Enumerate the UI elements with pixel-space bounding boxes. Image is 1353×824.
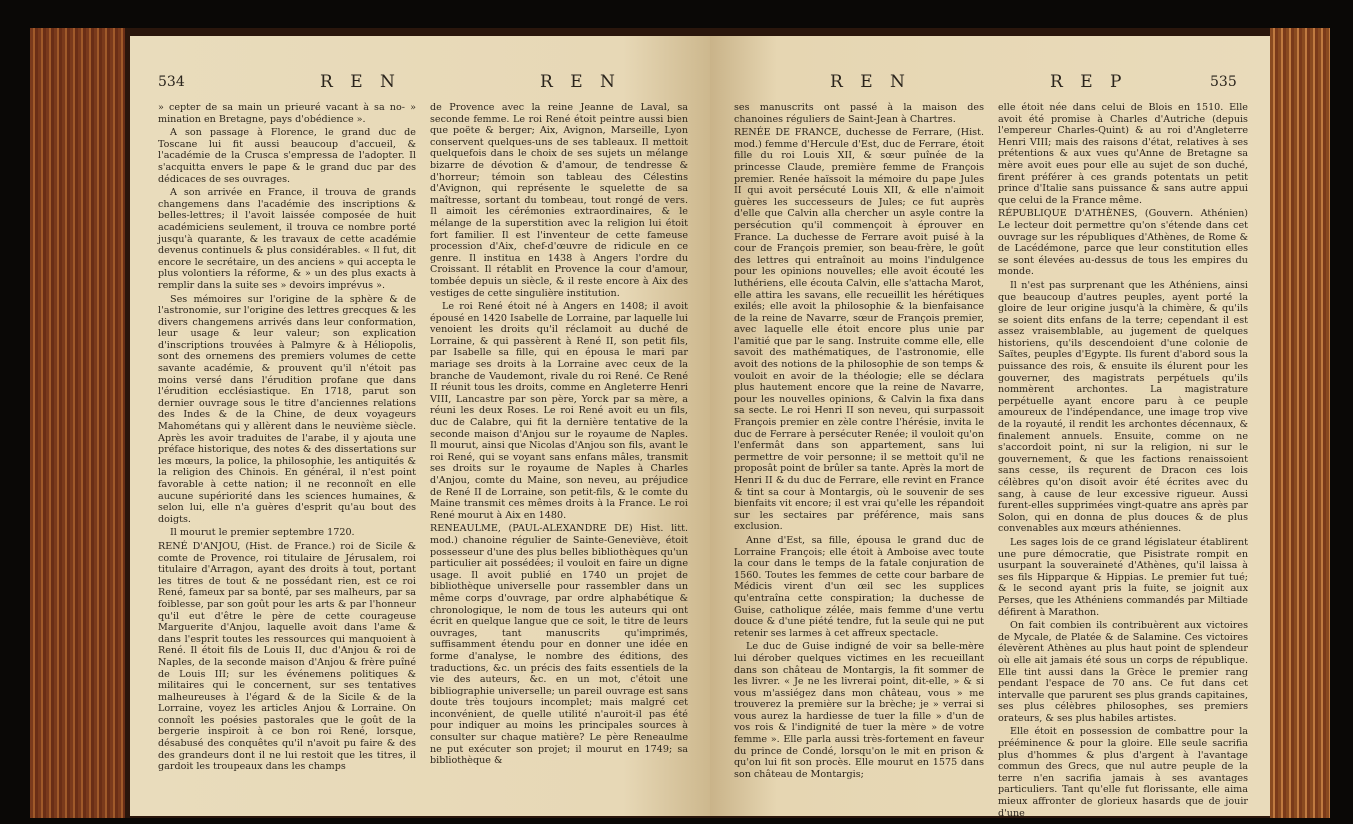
left-header-col1: R E N (320, 72, 401, 92)
paragraph: Elle étoit en possession de combattre pour la prééminence & pour la gloire. Elle seule sacrifia plus d'hommes & plus d'argent à l'avantage commun des Grecs, que nul autre peuple de la terre n'en sacrifia jamais à ses avantages particuliers. Tant qu'elle fut florissante, elle aima mieux affronter de glorieux hasards que de jouir d'une (998, 726, 1248, 819)
entry-paragraph: RENÉ D'ANJOU, (Hist. de France.) roi de Sicile & comte de Provence, roi titulaire de Jérusalem, roi titulaire d'Arragon, ayant des droits à tout, portant les titres de tout & ne possédant rien, est ce roi René, fameux par sa bonté, par ses malheurs, par sa foiblesse, par son goût pour les arts & par l'honneur qu'il eut d'être le père de cette courageuse Marguerite d'Anjou, laquelle avoit dans l'ame & dans l'esprit toutes les ressources qui manquoient à René. Il étoit fils de Louis II, duc d'Anjou & roi de Naples, de la seconde maison d'Anjou & frère puîné de Louis III; sur les événemens politiques & militaires qui le concernent, sur ses tentatives malheureuses à l'égard & de la Sicile & de la Lorraine, voyez les articles Anjou & Lorraine. On connoît les poésies pastorales que le goût de la bergerie inspiroit à ce bon roi René, lorsque, désabusé des conquêtes qu'il n'avoit pu faire & des des grandeurs dont il ne lui restoit que les titres, il gardoit les troupeaux dans les champs (158, 540, 416, 773)
left-page-column-1 (158, 102, 416, 802)
paragraph: Le duc de Guise indigné de voir sa belle-mère lui dérober quelques victimes en les recueillant dans son château de Montargis, la fit sommer de les livrer. « Je ne les livrerai point, dit-elle, » & si vous m'assiégez dans mon château, vous » me trouverez la première sur la brèche; je » verrai si vous aurez la hardiesse de tuer la fille » d'un de vos rois & l'indignité de tuer la mère » de votre femme ». Elle parla aussi très-fortement en faveur du prince de Condé, lorsqu'on le mit en prison & qu'on lui fit son procès. Elle mourut en 1575 dans son château de Montargis; (734, 641, 984, 780)
paragraph: Les sages lois de ce grand législateur établirent une pure démocratie, que Pisistrate rompit en usurpant la souveraineté d'Athènes, qu'il laissa à ses fils Hipparque & Hippias. Le premier fut tué; & le second ayant pris la fuite, se joignit aux Perses, que les Athéniens commandés par Miltiade défirent à Marathon. (998, 536, 1248, 618)
left-page (130, 36, 710, 816)
right-page-header (710, 72, 1270, 94)
right-page-column-2 (998, 102, 1248, 819)
open-book (30, 28, 1330, 818)
entry-paragraph: RENÉE DE FRANCE, duchesse de Ferrare, (Hist. mod.) femme d'Hercule d'Est, duc de Ferrare, étoit fille du roi Louis XII, & sœur puînée de la princesse Claude, première femme de François premier. Renée haïssoit la mémoire du pape Jules II qui avoit persécuté Louis XII, & elle n'aimoit guères les successeurs de Jules; ce fut auprès d'elle que Calvin alla chercher un asyle contre la persécution qu'il commençoit à éprouver en France. La duchesse de Ferrare avoit puisé à la cour de François premier, son beau-frère, le goût des lettres qui entraînoit au moins l'indulgence pour les opinions nouvelles; elle avoit écouté les luthériens, elle écouta Calvin, elle s'attacha Marot, elle attira les savans, elle recueillit les hérétiques exilés; elle avoit la philosophie & la bienfaisance de la reine de Navarre, sœur de François premier, avec laquelle elle étoit encore plus unie par l'amitié que par le sang. Instruite comme elle, elle savoit des mathématiques, de l'astronomie, elle avoit des notions de la philosophie de son temps & vouloit en avoir de la théologie; elle se déclara plus hautement encore que la reine de Navarre, pour les nouvelles opinions, & Calvin la fixa dans sa secte. Le roi Henri II son neveu, qui surpassoit François premier en zèle contre l'hérésie, invita le duc de Ferrare à persécuter Renée; il vouloit qu'on l'enfermât dans son appartement, sans lui permettre de voir personne; il se mettoit qu'il ne proposât point de brûler sa tante. Après la mort de Henri II & du duc de Ferrare, elle revint en France & tint sa cour à Montargis, où le souvenir de ses bienfaits vit encore; il est vrai qu'elle les répandoit sur les sectaires par préférence, mais sans exclusion. (734, 127, 984, 533)
paragraph: Le roi René étoit né à Angers en 1408; il avoit épousé en 1420 Isabelle de Lorraine, par laquelle lui venoient les droits qu'il réclamoit au duché de Lorraine, & qui passèrent à René II, son petit fils, par Isabelle sa fille, qui en épousa le mari par mariage ses droits à la Lorraine avec ceux de la branche de Vaudemont, rivale du roi René. Ce René II réunit tous les droits, comme en Angleterre Henri VIII, Lancastre par son père, Yorck par sa mère, a réuni les deux Roses. Le roi René avoit eu un fils, duc de Calabre, qui fit la dernière tentative de la seconde maison d'Anjou sur le royaume de Naples. Il mourut, ainsi que Nicolas d'Anjou son fils, avant le roi René, qui se voyant sans enfans mâles, transmit ses droits sur le royaume de Naples à Charles d'Anjou, comte du Maine, son neveu, au préjudice de René II de Lorraine, son petit-fils, & le comte du Maine transmit ces mêmes droits à la France. Le roi René mourut à Aix en 1480. (430, 301, 688, 521)
left-page-column-2 (430, 102, 688, 802)
left-header-col2: R E N (540, 72, 621, 92)
right-header-col2: R E P (1050, 72, 1128, 92)
paragraph: On fait combien ils contribuèrent aux victoires de Mycale, de Platée & de Salamine. Ces victoires élevèrent Athènes au plus haut point de splendeur où elle ait jamais été sous un corps de république. Elle tint aussi dans la Grèce le premier rang pendant l'espace de 70 ans. Ce fut dans cet intervalle que parurent ses plus grands capitaines, ses plus célèbres philosophes, ses premiers orateurs, & ses plus habiles artistes. (998, 620, 1248, 724)
paragraph: » cepter de sa main un prieuré vacant à sa no- » mination en Bretagne, pays d'obédience ». (158, 102, 416, 125)
paragraph: Il mourut le premier septembre 1720. (170, 527, 355, 539)
paragraph: ses manuscrits ont passé à la maison des chanoines réguliers de Saint-Jean à Chartres. (734, 102, 984, 125)
left-page-edges (30, 28, 125, 818)
entry-paragraph: RÉPUBLIQUE D'ATHÈNES, (Gouvern. Athénien) Le lecteur doit permettre qu'on s'étende dans cet ouvrage sur les républiques d'Athènes, de Rome & de Lacédémone, parce que leur constitution elles se sont élevées au-dessus de tous les empires du monde. (998, 208, 1248, 278)
paragraph: Ses mémoires sur l'origine de la sphère & de l'astronomie, sur l'origine des lettres grecques & les divers changemens arrivés dans leur conformation, leur usage & leur valeur; son explication d'inscriptions trouvées à Palmyre & à Héliopolis, sont des ornemens des premiers volumes de cette savante académie, & prouvent qu'il n'étoit pas moins versé dans l'érudition profane que dans l'érudition ecclésiastique. En 1718, parut son dernier ouvrage sous le titre d'anciennes relations des Indes & de la Chine, de deux voyageurs Mahométans qui y allèrent dans le neuvième siècle. Après les avoir traduites de l'arabe, il y ajouta une préface historique, des notes & des dissertations sur les mœurs, la police, la philosophie, les antiquités & la religion des Chinois. En général, il n'est point favorable à cette nation; il ne reconnoît en elle aucune supériorité dans les sciences humaines, & selon lui, elle n'a guères d'esprit qu'au bout des doigts. (158, 293, 416, 525)
paragraph: Il n'est pas surprenant que les Athéniens, ainsi que beaucoup d'autres peuples, ayent porté la gloire de leur origine jusqu'à la chimère, & qu'ils se soient dits enfans de la terre; cependant il est assez vraisemblable, au jugement de quelques historiens, qu'ils descendoient d'une colonie de Saïtes, peuples d'Egypte. Ils furent d'abord sous la puissance des rois, & ensuite ils élurent pour les gouverner, des magistrats perpétuels qu'ils nommèrent archontes. La magistrature perpétuelle ayant encore paru à ce peuple amoureux de l'indépendance, une image trop vive de la royauté, il rendit les archontes décennaux, & finalement annuels. Ensuite, comme on ne s'accordoit point, ni sur la religion, ni sur le gouvernement, & que les factions renaissoient sans cesse, ils reçurent de Dracon ces lois célèbres qu'on disoit avoir été écrites avec du sang, à cause de leur excessive rigueur. Aussi furent-elles supprimées vingt-quatre ans après par Solon, qui en donna de plus douces & de plus convenables aux mœurs athéniennes. (998, 279, 1248, 535)
paragraph: Anne d'Est, sa fille, épousa le grand duc de Lorraine François; elle étoit à Amboise avec toute la cour dans le temps de la fatale conjuration de 1560. Toutes les femmes de cette cour barbare de Médicis virent d'un œil sec les supplices qu'entraîna cette conspiration; la duchesse de Guise, catholique zélée, mais femme d'une vertu douce & d'une piété tendre, fut la seule qui ne put retenir ses larmes à cet affreux spectacle. (734, 534, 984, 639)
left-page-number: 534 (158, 74, 185, 90)
right-page (710, 36, 1270, 819)
right-page-number: 535 (1210, 74, 1237, 90)
paragraph: A son arrivée en France, il trouva de grands changemens dans l'académie des inscriptions & belles-lettres; il l'avoit laissée composée de huit académiciens seulement, il trouva ce nombre porté jusqu'à quarante, & les travaux de cette académie devenus continuels & plus considérables. « Il fut, dit encore le secrétaire, un des anciens » qui accepta le plus volontiers la réforme, & » un des plus exacts à remplir dans la suite ses » devoirs imprévus ». (158, 187, 416, 291)
entry-paragraph: RENEAULME, (PAUL-ALEXANDRE DE) Hist. litt. mod.) chanoine régulier de Sainte-Geneviève, étoit possesseur d'une des plus belles bibliothèques qu'un particulier ait possédées; il vouloit en faire un digne usage. Il avoit publié en 1740 un projet de bibliothèque universelle pour rassembler dans un même corps d'ouvrage, par ordre alphabétique & chronologique, le nom de tous les auteurs qui ont écrit en quelque langue que ce soit, le titre de leurs ouvrages, tant manuscrits qu'imprimés, suffisamment étendu pour en donner une idée en forme d'analyse, le nombre des éditions, des traductions, &c. un précis des faits essentiels de la vie des auteurs, &c. en un mot, c'étoit une bibliographie universelle; un pareil ouvrage est sans doute très toujours incomplet; mais malgré cet inconvénient, de quelle utilité n'auroit-il pas été pour indiquer au moins les principales sources à consulter sur chaque matière? Le père Reneaulme ne put exécuter son projet; il mourut en 1749; sa bibliothèque & (430, 523, 688, 767)
left-page-header (130, 72, 710, 94)
right-header-col1: R E N (830, 72, 911, 92)
paragraph: elle étoit née dans celui de Blois en 1510. Elle avoit été promise à Charles d'Autriche (depuis l'empereur Charles-Quint) & au roi d'Angleterre Henri VIII; mais des raisons d'état, relatives à ses prétentions & aux vues qu'Anne de Bretagne sa mère avoit eues pour elle au sujet de son duché, firent préférer à ces grands potentats un petit prince d'Italie sans puissance & sans autre appui que celui de la France même. (998, 102, 1248, 206)
right-page-column-1 (734, 102, 984, 802)
paragraph: A son passage à Florence, le grand duc de Toscane lui fit aussi beaucoup d'accueil, & l'académie de la Crusca s'empressa de l'adopter. Il s'acquitta envers le pape & le grand duc par des dédicaces de ses ouvrages. (158, 127, 416, 185)
paragraph: de Provence avec la reine Jeanne de Laval, sa seconde femme. Le roi René étoit peintre aussi bien que poëte & berger; Aix, Avignon, Marseille, Lyon conservent quelques-uns de ses tableaux. Il mettoit quelquefois dans le choix de ses sujets un mélange bizarre de dévotion & d'amour, de tendresse & d'horreur; témoin son tableau des Célestins d'Avignon, qui représente le squelette de sa maîtresse, sortant du tombeau, tout rongé de vers. Il aimoit les cérémonies extraordinaires, & le mélange de la superstition avec la religion lui étoit fort familier. Il est l'inventeur de cette fameuse procession d'Aix, chef-d'œuvre de ridicule en ce genre. Il institua en 1438 à Angers l'ordre du Croissant. Il rétablit en Provence la cour d'amour, tombée depuis un siècle, & il reste encore à Aix des vestiges de cette singulière institution. (430, 102, 688, 299)
right-page-edges (1270, 28, 1330, 818)
